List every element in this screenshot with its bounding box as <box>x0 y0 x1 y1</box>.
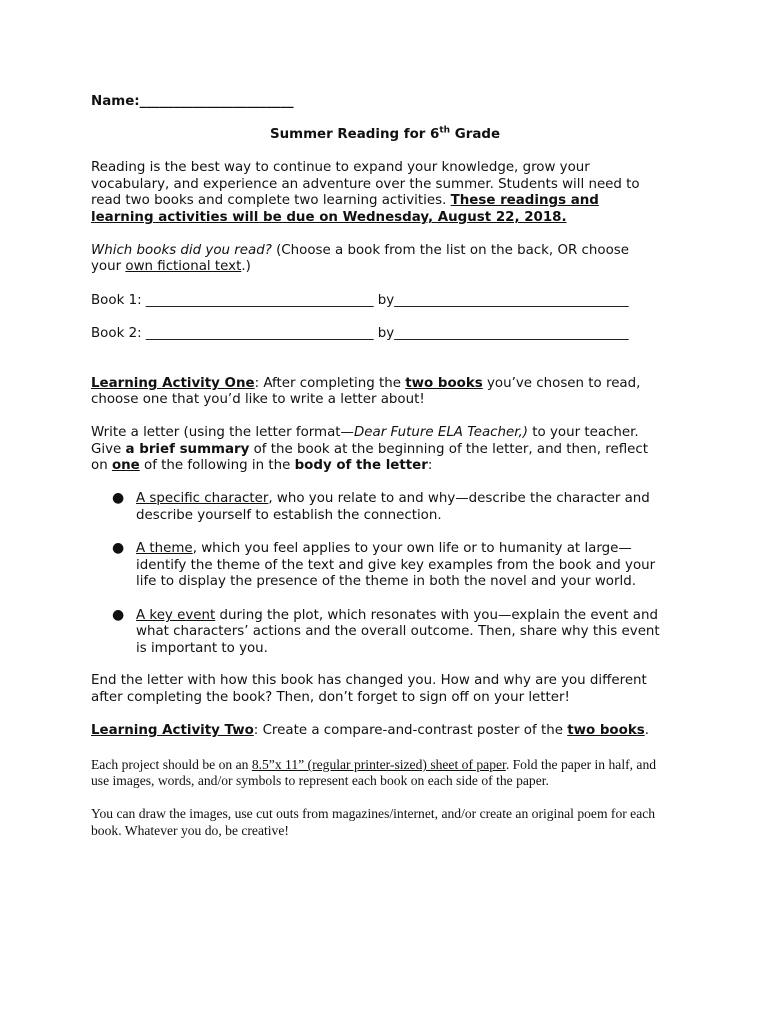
which-books-question: Which books did you read? <box>91 243 272 258</box>
closing-line: after completing the book? Then, don’t forget to sign off on your letter! <box>91 690 570 705</box>
activity-one-line: choose one that you’d like to write a letter about! <box>91 392 425 407</box>
title-text-end: Grade <box>450 127 501 142</box>
project-text: . Fold the paper in half, and <box>505 757 657 772</box>
title-superscript: th <box>439 125 451 136</box>
letter-text: Give <box>91 442 126 457</box>
bullet-icon: ● <box>112 607 125 623</box>
letter-text: of the book at the beginning of the letter, and then, reflect <box>249 442 649 457</box>
paper-size-emphasis: 8.5”x 11” (regular printer-sized) sheet of paper <box>251 757 506 772</box>
which-books-line <box>91 242 629 259</box>
brief-summary-emphasis: a brief summary <box>125 442 250 457</box>
body-of-letter-emphasis: body of the letter <box>294 458 428 473</box>
activity-two-text: : Create a compare-and-contrast poster of the <box>253 723 568 738</box>
draw-line: book. Whatever you do, be creative! <box>91 823 289 838</box>
activity-one-line <box>91 375 640 392</box>
bullet-event-label: A key event <box>136 608 216 623</box>
bullet-text: during the plot, which resonates with you—explain the event and <box>215 608 658 623</box>
project-line <box>91 756 656 773</box>
due-date-line: learning activities will be due on Wednesday, August 22, 2018. <box>91 210 567 225</box>
page-title <box>0 126 770 143</box>
two-books-emphasis: two books <box>405 376 483 391</box>
which-books-text: .) <box>241 259 251 274</box>
bullet-theme-line <box>136 540 632 557</box>
title-text: Summer Reading for 6 <box>269 127 440 142</box>
intro-line: vocabulary, and experience an adventure over the summer. Students will need to <box>91 177 640 192</box>
letter-text: Write a letter (using the letter format— <box>91 425 354 440</box>
bullet-theme-label: A theme <box>136 541 193 556</box>
bullet-character-line: describe yourself to establish the connection. <box>136 508 442 523</box>
draw-line: You can draw the images, use cut outs from magazines/internet, and/or create an original poem for each <box>91 806 656 821</box>
closing-line: End the letter with how this book has changed you. How and why are you different <box>91 673 647 688</box>
letter-salutation: Dear Future ELA Teacher,) <box>353 425 529 440</box>
bullet-character-line <box>136 490 650 507</box>
letter-text: on <box>91 458 112 473</box>
bullet-icon: ● <box>112 540 125 556</box>
letter-line <box>91 457 432 474</box>
bullet-theme-line: identify the theme of the text and give key examples from the book and your <box>136 558 656 573</box>
activity-two-text: . <box>644 723 649 738</box>
letter-line <box>91 424 639 441</box>
activity-one-text: : After completing the <box>254 376 406 391</box>
bullet-icon: ● <box>112 490 125 506</box>
book-2-field: Book 2: __________________________________ by___________________________________ <box>91 326 629 341</box>
activity-one-heading: Learning Activity One <box>91 376 255 391</box>
name-field-label: Name:_______________________ <box>91 94 294 109</box>
which-books-line <box>91 258 251 275</box>
book-1-field: Book 1: __________________________________ by___________________________________ <box>91 293 629 308</box>
intro-line <box>91 192 599 209</box>
activity-two-line <box>91 722 649 739</box>
bullet-theme-line: life to display the presence of the theme in both the novel and your world. <box>136 574 636 589</box>
activity-one-text: you’ve chosen to read, <box>482 376 641 391</box>
which-books-text: your <box>91 259 126 274</box>
bullet-event-line: what characters’ actions and the overall outcome. Then, share why this event <box>136 624 660 639</box>
intro-text: read two books and complete two learning activities. <box>91 193 451 208</box>
which-books-instruction: (Choose a book from the list on the back, OR choose <box>271 243 629 258</box>
due-date-emphasis: These readings and <box>450 193 599 208</box>
letter-text: : <box>427 458 433 473</box>
intro-line: Reading is the best way to continue to expand your knowledge, grow your <box>91 160 590 175</box>
letter-text: to your teacher. <box>528 425 639 440</box>
own-fictional-text: own fictional text <box>125 259 242 274</box>
bullet-text: , who you relate to and why—describe the character and <box>268 491 650 506</box>
letter-line <box>91 441 648 458</box>
letter-text: of the following in the <box>139 458 295 473</box>
bullet-text: , which you feel applies to your own life or to humanity at large— <box>192 541 632 556</box>
bullet-event-line <box>136 607 658 624</box>
bullet-event-line: is important to you. <box>136 641 268 656</box>
one-emphasis: one <box>111 458 140 473</box>
project-text: Each project should be on an <box>91 757 252 772</box>
bullet-character-label: A specific character <box>136 491 269 506</box>
activity-two-heading: Learning Activity Two <box>91 723 254 738</box>
project-line: use images, words, and/or symbols to represent each book on each side of the paper. <box>91 773 549 788</box>
two-books-emphasis: two books <box>567 723 645 738</box>
